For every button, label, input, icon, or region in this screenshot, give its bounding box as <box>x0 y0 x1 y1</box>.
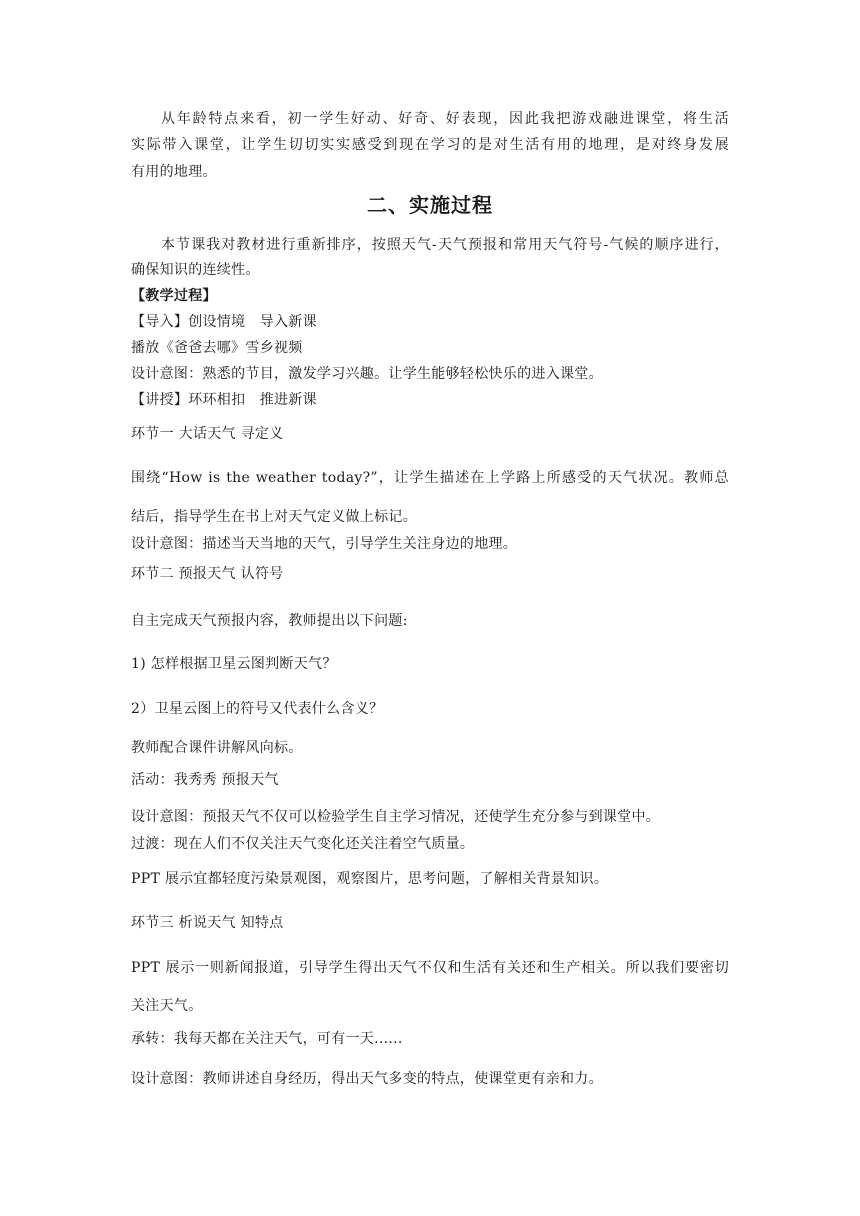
design-intent-2: 设计意图：描述当天当地的天气，引导学生关注身边的地理。 <box>131 536 518 552</box>
self-complete-line: 自主完成天气预报内容，教师提出以下问题: <box>131 613 408 629</box>
weather-question-line-2: 结后，指导学生在书上对天气定义做上标记。 <box>131 509 417 525</box>
stage-two-title: 环节二 预报天气 认符号 <box>131 566 284 582</box>
intro-section-title: 【导入】创设情境 导入新课 <box>131 314 317 330</box>
paragraph-order-line-2: 确保知识的连续性。 <box>131 262 260 278</box>
bridge-line: 承转：我每天都在关注天气，可有一天...... <box>131 1031 403 1047</box>
design-intent-1: 设计意图：熟悉的节目，激发学习兴趣。让学生能够轻松快乐的进入课堂。 <box>131 366 603 382</box>
paragraph-intro-line-3: 有用的地理。 <box>131 164 217 180</box>
weather-question-line-1: 围绕“How is the weather today?”，让学生描述在上学路上所感受的天气状况。教师总 <box>131 470 729 486</box>
design-intent-3: 设计意图：预报天气不仅可以检验学生自主学习情况，还使学生充分参与到课堂中。 <box>131 809 661 825</box>
lecture-section-title: 【讲授】环环相扣 推进新课 <box>131 392 317 408</box>
design-intent-4: 设计意图：教师讲述自身经历，得出天气多变的特点，使课堂更有亲和力。 <box>131 1071 603 1087</box>
paragraph-order-line-1: 本节课我对教材进行重新排序，按照天气-天气预报和常用天气符号-气候的顺序进行， <box>161 237 729 253</box>
ppt-news-line-2: 关注天气。 <box>131 998 203 1014</box>
paragraph-intro-line-2: 实际带入课堂，让学生切切实实感受到现在学习的是对生活有用的地理，是对终身发展 <box>131 137 729 153</box>
ppt-news-line-1: PPT 展示一则新闻报道，引导学生得出天气不仅和生活有关还和生产相关。所以我们要密切 <box>131 960 729 976</box>
stage-three-title: 环节三 析说天气 知特点 <box>131 915 284 931</box>
teaching-process-heading: 【教学过程】 <box>131 288 217 304</box>
ppt-pollution-line: PPT 展示宜都轻度污染景观图，观察图片，思考问题，了解相关背景知识。 <box>131 871 609 887</box>
question-1: 1) 怎样根据卫星云图判断天气？ <box>131 656 337 672</box>
stage-one-title: 环节一 大话天气 寻定义 <box>131 426 284 442</box>
transition-line: 过渡：现在人们不仅关注天气变化还关注着空气质量。 <box>131 836 475 852</box>
question-2: 2）卫星云图上的符号又代表什么含义？ <box>131 701 384 717</box>
play-video-line: 播放《爸爸去哪》雪乡视频 <box>131 340 303 356</box>
activity-line: 活动：我秀秀 预报天气 <box>131 772 279 788</box>
paragraph-intro-line-1: 从年龄特点来看，初一学生好动、好奇、好表现，因此我把游戏融进课堂，将生活 <box>161 111 729 127</box>
section-heading: 二、实施过程 <box>367 193 493 217</box>
teacher-wind-line: 教师配合课件讲解风向标。 <box>131 740 303 756</box>
